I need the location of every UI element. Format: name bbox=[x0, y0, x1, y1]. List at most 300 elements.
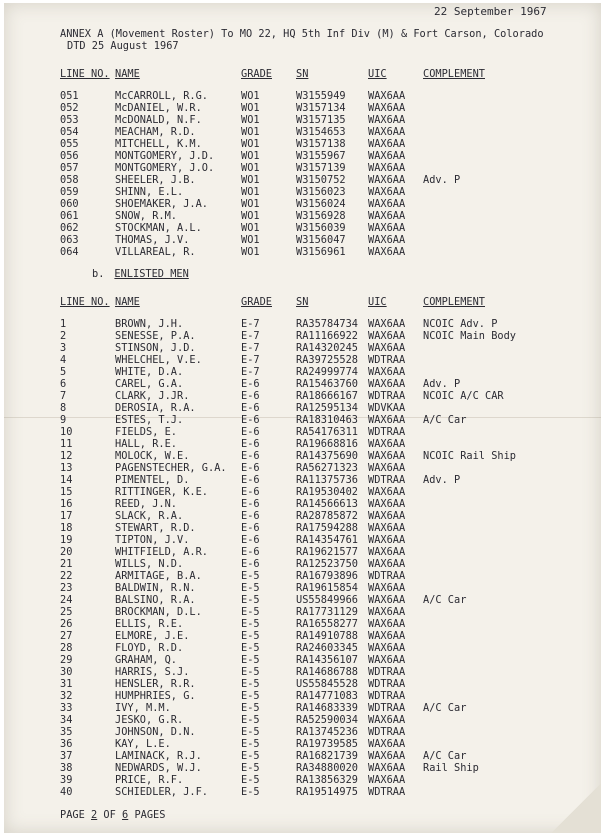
service-number: W3155949 bbox=[296, 90, 346, 102]
uic-code: WAX6AA bbox=[368, 150, 406, 162]
footer-of: OF bbox=[103, 809, 116, 821]
table-row bbox=[4, 354, 601, 366]
grade: WO1 bbox=[241, 234, 260, 246]
table-row bbox=[4, 786, 601, 798]
member-name: McCARROLL, R.G. bbox=[115, 90, 208, 102]
member-name: TIPTON, J.V. bbox=[115, 534, 190, 546]
grade: E-6 bbox=[241, 474, 260, 486]
table-row bbox=[4, 450, 601, 462]
uic-code: WAX6AA bbox=[368, 414, 406, 426]
member-name: JESKO, G.R. bbox=[115, 714, 184, 726]
col-grade: GRADE bbox=[241, 68, 272, 80]
line-number: 15 bbox=[60, 486, 73, 498]
member-name: HUMPHRIES, G. bbox=[115, 690, 196, 702]
grade: WO1 bbox=[241, 174, 260, 186]
uic-code: WAX6AA bbox=[368, 774, 406, 786]
grade: E-5 bbox=[241, 738, 260, 750]
line-number: 10 bbox=[60, 426, 73, 438]
uic-code: WAX6AA bbox=[368, 738, 406, 750]
line-number: 058 bbox=[60, 174, 79, 186]
line-number: 21 bbox=[60, 558, 73, 570]
grade: E-6 bbox=[241, 522, 260, 534]
col-uic: UIC bbox=[368, 296, 387, 308]
table-row bbox=[4, 486, 601, 498]
member-name: SCHIEDLER, J.F. bbox=[115, 786, 208, 798]
line-number: 055 bbox=[60, 138, 79, 150]
grade: E-5 bbox=[241, 630, 260, 642]
table-row bbox=[4, 114, 601, 126]
line-number: 051 bbox=[60, 90, 79, 102]
service-number: RA17731129 bbox=[296, 606, 358, 618]
complement: NCOIC Main Body bbox=[423, 330, 516, 342]
uic-code: WAX6AA bbox=[368, 606, 406, 618]
grade: E-5 bbox=[241, 582, 260, 594]
member-name: HARRIS, S.J. bbox=[115, 666, 190, 678]
service-number: RA19621577 bbox=[296, 546, 358, 558]
member-name: FIELDS, E. bbox=[115, 426, 177, 438]
member-name: PRICE, R.F. bbox=[115, 774, 184, 786]
member-name: STEWART, R.D. bbox=[115, 522, 196, 534]
grade: E-5 bbox=[241, 618, 260, 630]
service-number: RA17594288 bbox=[296, 522, 358, 534]
col-uic: UIC bbox=[368, 68, 387, 80]
member-name: PIMENTEL, D. bbox=[115, 474, 190, 486]
grade: E-5 bbox=[241, 714, 260, 726]
complement: NCOIC Adv. P bbox=[423, 318, 498, 330]
line-number: 38 bbox=[60, 762, 73, 774]
grade: E-6 bbox=[241, 534, 260, 546]
document-date: 22 September 1967 bbox=[434, 5, 547, 18]
service-number: RA28785872 bbox=[296, 510, 358, 522]
uic-code: WDTRAA bbox=[368, 354, 406, 366]
grade: WO1 bbox=[241, 102, 260, 114]
uic-code: WAX6AA bbox=[368, 462, 406, 474]
grade: E-5 bbox=[241, 654, 260, 666]
grade: E-7 bbox=[241, 342, 260, 354]
service-number: W3156024 bbox=[296, 198, 346, 210]
table-row bbox=[4, 498, 601, 510]
member-name: SLACK, R.A. bbox=[115, 510, 184, 522]
service-number: RA11375736 bbox=[296, 474, 358, 486]
grade: E-6 bbox=[241, 546, 260, 558]
line-number: 5 bbox=[60, 366, 67, 378]
member-name: HENSLER, R.R. bbox=[115, 678, 196, 690]
enlisted-roster bbox=[4, 318, 601, 798]
table-row bbox=[4, 186, 601, 198]
service-number: RA14320245 bbox=[296, 342, 358, 354]
line-number: 28 bbox=[60, 642, 73, 654]
service-number: RA16558277 bbox=[296, 618, 358, 630]
complement: Adv. P bbox=[423, 174, 461, 186]
line-number: 13 bbox=[60, 462, 73, 474]
member-name: GRAHAM, Q. bbox=[115, 654, 177, 666]
uic-code: WAX6AA bbox=[368, 318, 406, 330]
service-number: RA52590034 bbox=[296, 714, 358, 726]
service-number: RA35784734 bbox=[296, 318, 358, 330]
table-row bbox=[4, 558, 601, 570]
table-row bbox=[4, 162, 601, 174]
member-name: ESTES, T.J. bbox=[115, 414, 184, 426]
uic-code: WAX6AA bbox=[368, 330, 406, 342]
line-number: 19 bbox=[60, 534, 73, 546]
service-number: RA14686788 bbox=[296, 666, 358, 678]
line-number: 31 bbox=[60, 678, 73, 690]
table-row bbox=[4, 222, 601, 234]
grade: E-5 bbox=[241, 762, 260, 774]
footer-suffix: PAGES bbox=[134, 809, 166, 821]
table-row bbox=[4, 546, 601, 558]
uic-code: WDTRAA bbox=[368, 702, 406, 714]
officer-roster bbox=[4, 90, 601, 258]
line-number: 26 bbox=[60, 618, 73, 630]
service-number: W3156047 bbox=[296, 234, 346, 246]
line-number: 062 bbox=[60, 222, 79, 234]
line-number: 6 bbox=[60, 378, 67, 390]
member-name: ELMORE, J.E. bbox=[115, 630, 190, 642]
uic-code: WAX6AA bbox=[368, 246, 406, 258]
service-number: RA19514975 bbox=[296, 786, 358, 798]
line-number: 27 bbox=[60, 630, 73, 642]
heading-line-1: ANNEX A (Movement Roster) To MO 22, HQ 5th Inf Div (M) & Fort Carson, Colorado bbox=[60, 28, 544, 40]
table-row bbox=[4, 150, 601, 162]
grade: E-5 bbox=[241, 690, 260, 702]
service-number: RA15463760 bbox=[296, 378, 358, 390]
service-number: RA14356107 bbox=[296, 654, 358, 666]
table-row bbox=[4, 570, 601, 582]
uic-code: WDVKAA bbox=[368, 402, 406, 414]
line-number: 053 bbox=[60, 114, 79, 126]
member-name: HALL, R.E. bbox=[115, 438, 177, 450]
uic-code: WAX6AA bbox=[368, 714, 406, 726]
uic-code: WAX6AA bbox=[368, 762, 406, 774]
line-number: 054 bbox=[60, 126, 79, 138]
table-row bbox=[4, 522, 601, 534]
col-complement: COMPLEMENT bbox=[423, 296, 485, 308]
grade: E-6 bbox=[241, 510, 260, 522]
uic-code: WDTRAA bbox=[368, 726, 406, 738]
table-row bbox=[4, 330, 601, 342]
uic-code: WAX6AA bbox=[368, 594, 406, 606]
service-number: RA18666167 bbox=[296, 390, 358, 402]
table-row bbox=[4, 606, 601, 618]
member-name: PAGENSTECHER, G.A. bbox=[115, 462, 227, 474]
member-name: VILLAREAL, R. bbox=[115, 246, 196, 258]
uic-code: WDTRAA bbox=[368, 678, 406, 690]
grade: E-7 bbox=[241, 366, 260, 378]
table-row bbox=[4, 378, 601, 390]
uic-code: WAX6AA bbox=[368, 642, 406, 654]
table-row bbox=[4, 198, 601, 210]
line-number: 35 bbox=[60, 726, 73, 738]
table-row bbox=[4, 582, 601, 594]
table-row bbox=[4, 138, 601, 150]
grade: WO1 bbox=[241, 198, 260, 210]
service-number: W3157138 bbox=[296, 138, 346, 150]
service-number: RA19615854 bbox=[296, 582, 358, 594]
section-letter: b. bbox=[92, 268, 105, 280]
grade: E-6 bbox=[241, 498, 260, 510]
service-number: W3155967 bbox=[296, 150, 346, 162]
member-name: CLARK, J.JR. bbox=[115, 390, 190, 402]
complement: A/C Car bbox=[423, 750, 467, 762]
member-name: MITCHELL, K.M. bbox=[115, 138, 202, 150]
service-number: RA16793896 bbox=[296, 570, 358, 582]
member-name: RITTINGER, K.E. bbox=[115, 486, 208, 498]
table-row bbox=[4, 234, 601, 246]
service-number: RA24999774 bbox=[296, 366, 358, 378]
table-row bbox=[4, 654, 601, 666]
uic-code: WAX6AA bbox=[368, 498, 406, 510]
service-number: W3157139 bbox=[296, 162, 346, 174]
line-number: 8 bbox=[60, 402, 67, 414]
service-number: RA11166922 bbox=[296, 330, 358, 342]
table-row bbox=[4, 438, 601, 450]
grade: E-6 bbox=[241, 378, 260, 390]
grade: WO1 bbox=[241, 222, 260, 234]
service-number: W3154653 bbox=[296, 126, 346, 138]
line-number: 34 bbox=[60, 714, 73, 726]
member-name: STINSON, J.D. bbox=[115, 342, 196, 354]
member-name: SHINN, E.L. bbox=[115, 186, 184, 198]
service-number: W3156023 bbox=[296, 186, 346, 198]
grade: E-5 bbox=[241, 774, 260, 786]
member-name: WHELCHEL, V.E. bbox=[115, 354, 202, 366]
line-number: 30 bbox=[60, 666, 73, 678]
grade: E-6 bbox=[241, 390, 260, 402]
col-line-no: LINE NO. bbox=[60, 296, 110, 308]
member-name: BALDWIN, R.N. bbox=[115, 582, 196, 594]
line-number: 1 bbox=[60, 318, 67, 330]
member-name: WHITFIELD, A.R. bbox=[115, 546, 208, 558]
line-number: 052 bbox=[60, 102, 79, 114]
member-name: BALSINO, R.A. bbox=[115, 594, 196, 606]
service-number: US55849966 bbox=[296, 594, 358, 606]
uic-code: WAX6AA bbox=[368, 234, 406, 246]
service-number: US55845528 bbox=[296, 678, 358, 690]
uic-code: WAX6AA bbox=[368, 486, 406, 498]
member-name: SENESSE, P.A. bbox=[115, 330, 196, 342]
table-row bbox=[4, 246, 601, 258]
member-name: FLOYD, R.D. bbox=[115, 642, 184, 654]
table-row bbox=[4, 642, 601, 654]
line-number: 22 bbox=[60, 570, 73, 582]
line-number: 18 bbox=[60, 522, 73, 534]
table-row bbox=[4, 102, 601, 114]
uic-code: WAX6AA bbox=[368, 654, 406, 666]
service-number: RA14566613 bbox=[296, 498, 358, 510]
grade: E-7 bbox=[241, 318, 260, 330]
service-number: RA16821739 bbox=[296, 750, 358, 762]
grade: E-6 bbox=[241, 462, 260, 474]
service-number: W3150752 bbox=[296, 174, 346, 186]
grade: WO1 bbox=[241, 246, 260, 258]
service-number: W3156961 bbox=[296, 246, 346, 258]
grade: E-6 bbox=[241, 450, 260, 462]
grade: E-7 bbox=[241, 330, 260, 342]
grade: WO1 bbox=[241, 126, 260, 138]
line-number: 4 bbox=[60, 354, 67, 366]
footer-prefix: PAGE bbox=[60, 809, 85, 821]
line-number: 057 bbox=[60, 162, 79, 174]
line-number: 24 bbox=[60, 594, 73, 606]
uic-code: WAX6AA bbox=[368, 126, 406, 138]
table-row bbox=[4, 462, 601, 474]
member-name: THOMAS, J.V. bbox=[115, 234, 190, 246]
table-row bbox=[4, 690, 601, 702]
uic-code: WAX6AA bbox=[368, 366, 406, 378]
line-number: 060 bbox=[60, 198, 79, 210]
line-number: 37 bbox=[60, 750, 73, 762]
uic-code: WAX6AA bbox=[368, 558, 406, 570]
complement: NCOIC Rail Ship bbox=[423, 450, 516, 462]
line-number: 14 bbox=[60, 474, 73, 486]
grade: WO1 bbox=[241, 150, 260, 162]
table-row bbox=[4, 738, 601, 750]
line-number: 063 bbox=[60, 234, 79, 246]
line-number: 3 bbox=[60, 342, 67, 354]
member-name: SHEELER, J.B. bbox=[115, 174, 196, 186]
complement: Adv. P bbox=[423, 474, 461, 486]
uic-code: WAX6AA bbox=[368, 450, 406, 462]
uic-code: WAX6AA bbox=[368, 438, 406, 450]
table-row bbox=[4, 750, 601, 762]
uic-code: WDTRAA bbox=[368, 390, 406, 402]
member-name: WILLS, N.D. bbox=[115, 558, 184, 570]
grade: E-5 bbox=[241, 642, 260, 654]
grade: E-6 bbox=[241, 558, 260, 570]
table-row bbox=[4, 366, 601, 378]
line-number: 29 bbox=[60, 654, 73, 666]
service-number: RA39725528 bbox=[296, 354, 358, 366]
service-number: RA19530402 bbox=[296, 486, 358, 498]
uic-code: WAX6AA bbox=[368, 198, 406, 210]
uic-code: WAX6AA bbox=[368, 522, 406, 534]
service-number: RA19668816 bbox=[296, 438, 358, 450]
footer-total-pages: 6 bbox=[122, 809, 129, 821]
uic-code: WAX6AA bbox=[368, 210, 406, 222]
table-row bbox=[4, 618, 601, 630]
table-row bbox=[4, 90, 601, 102]
table-row bbox=[4, 342, 601, 354]
service-number: RA54176311 bbox=[296, 426, 358, 438]
col-line-no: LINE NO. bbox=[60, 68, 110, 80]
complement: A/C Car bbox=[423, 594, 467, 606]
member-name: ELLIS, R.E. bbox=[115, 618, 184, 630]
col-grade: GRADE bbox=[241, 296, 272, 308]
table-row bbox=[4, 774, 601, 786]
table-row bbox=[4, 702, 601, 714]
service-number: RA14354761 bbox=[296, 534, 358, 546]
uic-code: WAX6AA bbox=[368, 186, 406, 198]
service-number: RA24603345 bbox=[296, 642, 358, 654]
line-number: 33 bbox=[60, 702, 73, 714]
uic-code: WAX6AA bbox=[368, 222, 406, 234]
section-title: ENLISTED MEN bbox=[114, 268, 189, 280]
col-sn: SN bbox=[296, 68, 309, 80]
grade: WO1 bbox=[241, 90, 260, 102]
uic-code: WAX6AA bbox=[368, 378, 406, 390]
section-enlisted-heading bbox=[92, 268, 189, 280]
page-footer bbox=[60, 809, 165, 821]
line-number: 40 bbox=[60, 786, 73, 798]
table-row bbox=[4, 714, 601, 726]
col-complement: COMPLEMENT bbox=[423, 68, 485, 80]
member-name: MOLOCK, W.E. bbox=[115, 450, 190, 462]
member-name: McDANIEL, W.R. bbox=[115, 102, 202, 114]
member-name: LAMINACK, R.J. bbox=[115, 750, 202, 762]
grade: E-5 bbox=[241, 786, 260, 798]
line-number: 056 bbox=[60, 150, 79, 162]
member-name: IVY, M.M. bbox=[115, 702, 171, 714]
line-number: 11 bbox=[60, 438, 73, 450]
service-number: RA12523750 bbox=[296, 558, 358, 570]
grade: E-5 bbox=[241, 678, 260, 690]
table-row bbox=[4, 726, 601, 738]
member-name: JOHNSON, D.N. bbox=[115, 726, 196, 738]
service-number: W3157135 bbox=[296, 114, 346, 126]
member-name: STOCKMAN, A.L. bbox=[115, 222, 202, 234]
uic-code: WAX6AA bbox=[368, 90, 406, 102]
table-row bbox=[4, 426, 601, 438]
uic-code: WAX6AA bbox=[368, 618, 406, 630]
member-name: NEDWARDS, W.J. bbox=[115, 762, 202, 774]
service-number: RA56271323 bbox=[296, 462, 358, 474]
grade: E-5 bbox=[241, 606, 260, 618]
uic-code: WAX6AA bbox=[368, 138, 406, 150]
uic-code: WAX6AA bbox=[368, 750, 406, 762]
table-row bbox=[4, 174, 601, 186]
line-number: 2 bbox=[60, 330, 67, 342]
uic-code: WDTRAA bbox=[368, 570, 406, 582]
member-name: SHOEMAKER, J.A. bbox=[115, 198, 208, 210]
grade: E-5 bbox=[241, 666, 260, 678]
document-page bbox=[4, 3, 601, 833]
service-number: RA18310463 bbox=[296, 414, 358, 426]
member-name: BROWN, J.H. bbox=[115, 318, 184, 330]
member-name: ARMITAGE, B.A. bbox=[115, 570, 202, 582]
complement: NCOIC A/C CAR bbox=[423, 390, 504, 402]
line-number: 17 bbox=[60, 510, 73, 522]
grade: E-5 bbox=[241, 726, 260, 738]
member-name: McDONALD, N.F. bbox=[115, 114, 202, 126]
uic-code: WAX6AA bbox=[368, 174, 406, 186]
service-number: RA14910788 bbox=[296, 630, 358, 642]
grade: E-5 bbox=[241, 750, 260, 762]
service-number: RA14771083 bbox=[296, 690, 358, 702]
grade: WO1 bbox=[241, 114, 260, 126]
grade: E-5 bbox=[241, 702, 260, 714]
grade: E-6 bbox=[241, 426, 260, 438]
uic-code: WAX6AA bbox=[368, 162, 406, 174]
uic-code: WAX6AA bbox=[368, 582, 406, 594]
uic-code: WAX6AA bbox=[368, 102, 406, 114]
table-row bbox=[4, 402, 601, 414]
service-number: W3156928 bbox=[296, 210, 346, 222]
member-name: MEACHAM, R.D. bbox=[115, 126, 196, 138]
uic-code: WAX6AA bbox=[368, 510, 406, 522]
table-row bbox=[4, 594, 601, 606]
service-number: RA13745236 bbox=[296, 726, 358, 738]
line-number: 23 bbox=[60, 582, 73, 594]
member-name: MONTGOMERY, J.D. bbox=[115, 150, 215, 162]
member-name: BROCKMAN, D.L. bbox=[115, 606, 202, 618]
member-name: WHITE, D.A. bbox=[115, 366, 184, 378]
service-number: RA19739585 bbox=[296, 738, 358, 750]
member-name: REED, J.N. bbox=[115, 498, 177, 510]
col-name: NAME bbox=[115, 68, 140, 80]
table-row bbox=[4, 126, 601, 138]
uic-code: WAX6AA bbox=[368, 546, 406, 558]
